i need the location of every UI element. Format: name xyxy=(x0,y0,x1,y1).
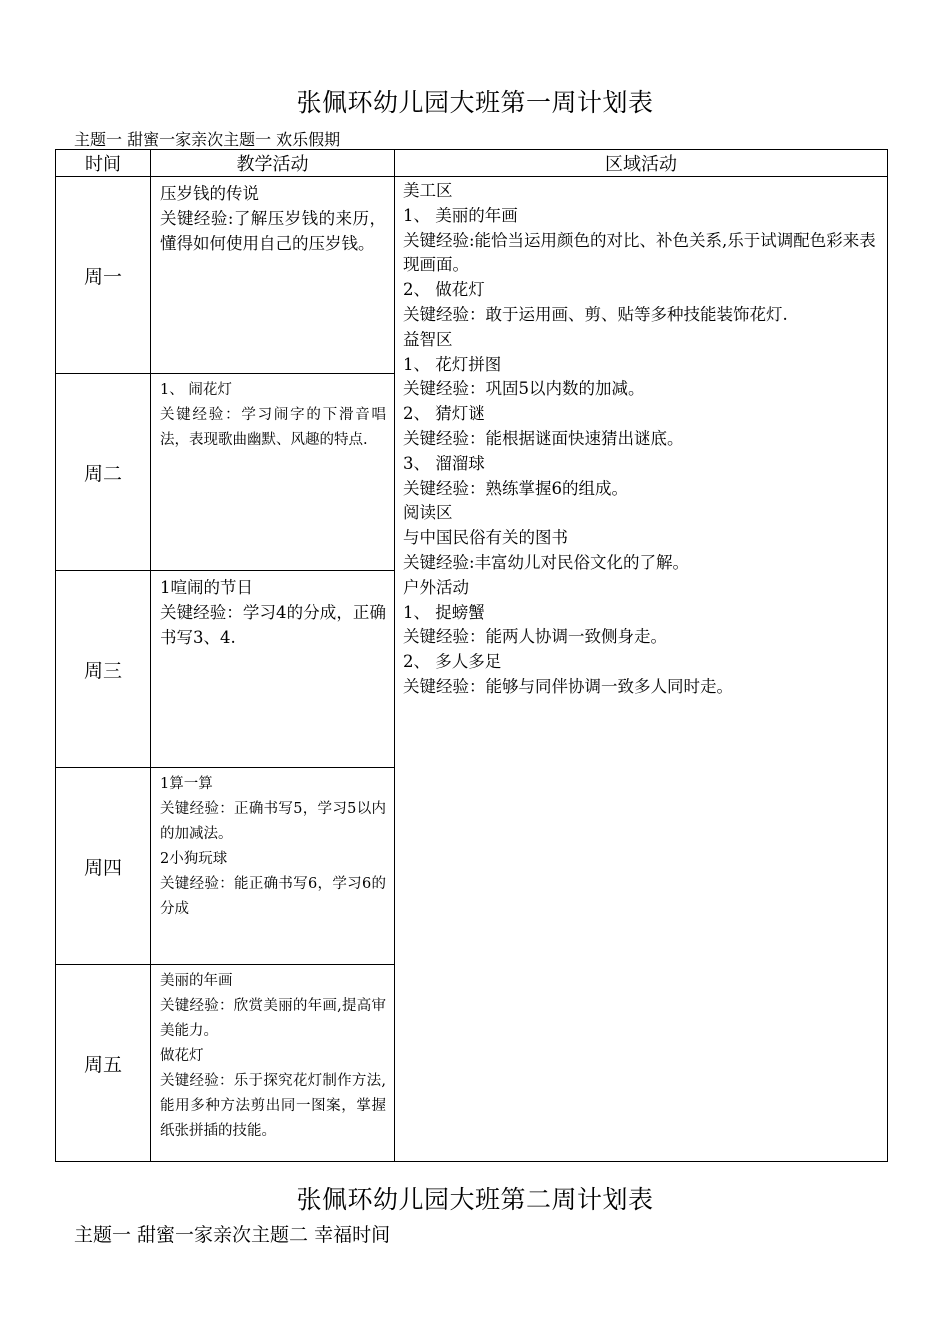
teaching-line: 关键经验：乐于探究花灯制作方法,能用多种方法剪出同一图案，掌握纸张拼插的技能。 xyxy=(160,1073,386,1139)
teaching-line: 关键经验：学习4的分成，正确书写3、4. xyxy=(160,603,386,647)
table-header-row xyxy=(56,150,888,177)
week1-theme: 主题一 甜蜜一家亲次主题一 欢乐假期 xyxy=(74,130,341,149)
area-line: 美工区 xyxy=(403,181,453,200)
day-label-friday: 周五 xyxy=(56,965,151,1162)
teaching-cell-friday xyxy=(151,965,395,1162)
teaching-line: 关键经验：能正确书写6，学习6的分成 xyxy=(160,876,386,917)
teaching-line: 1算一算 xyxy=(160,776,213,792)
teaching-line: 关键经验：正确书写5，学习5以内的加减法。 xyxy=(160,801,386,842)
area-line: 关键经验：能两人协调一致侧身走。 xyxy=(403,627,667,647)
teaching-line: 2小狗玩球 xyxy=(160,851,228,867)
area-line: 关键经验:丰富幼儿对民俗文化的了解。 xyxy=(403,552,690,572)
area-line: 与中国民俗有关的图书 xyxy=(403,528,568,548)
area-line: 关键经验：能根据谜面快速猜出谜底。 xyxy=(403,428,684,448)
day-label-tuesday: 周二 xyxy=(56,374,151,571)
area-activities-cell xyxy=(395,177,888,1162)
area-line: 1、 美丽的年画 xyxy=(403,205,518,225)
area-line: 1、 捉螃蟹 xyxy=(403,602,485,622)
area-line: 关键经验:能恰当运用颜色的对比、补色关系,乐于试调配色彩来表现画面。 xyxy=(403,230,876,275)
day-label-thursday: 周四 xyxy=(56,768,151,965)
area-line: 2、 多人多足 xyxy=(403,652,502,672)
teaching-line: 1喧闹的节日 xyxy=(160,578,253,597)
teaching-cell-thursday xyxy=(151,768,395,965)
area-line: 1、 花灯拼图 xyxy=(403,354,502,374)
teaching-line: 压岁钱的传说 xyxy=(160,184,259,203)
area-line: 关键经验：能够与同伴协调一致多人同时走。 xyxy=(403,676,733,696)
area-line: 关键经验：熟练掌握6的组成。 xyxy=(403,478,628,498)
week2-title: 张佩环幼儿园大班第二周计划表 xyxy=(296,1185,654,1214)
area-line: 2、 猜灯谜 xyxy=(403,404,485,424)
area-line: 关键经验：敢于运用画、剪、贴等多种技能装饰花灯. xyxy=(403,304,788,324)
area-line: 关键经验：巩固5以内数的加减。 xyxy=(403,379,645,399)
week2-theme: 主题一 甜蜜一家亲次主题二 幸福时间 xyxy=(74,1224,391,1246)
header-time: 时间 xyxy=(56,150,151,177)
teaching-line: 1、 闹花灯 xyxy=(160,382,232,398)
area-line: 户外活动 xyxy=(403,577,469,597)
teaching-cell-monday xyxy=(151,177,395,374)
day-label-wednesday: 周三 xyxy=(56,571,151,768)
teaching-line: 关键经验：欣赏美丽的年画,提高审美能力。 xyxy=(160,998,386,1039)
area-line: 2、 做花灯 xyxy=(403,280,485,300)
header-area: 区域活动 xyxy=(395,150,888,177)
teaching-line: 做花灯 xyxy=(160,1048,204,1064)
area-line: 益智区 xyxy=(403,329,453,349)
teaching-cell-wednesday xyxy=(151,571,395,768)
week1-plan-table xyxy=(55,149,888,1162)
table-row-monday xyxy=(56,177,888,374)
day-label-monday: 周一 xyxy=(56,177,151,374)
teaching-cell-tuesday xyxy=(151,374,395,571)
week1-title: 张佩环幼儿园大班第一周计划表 xyxy=(296,88,654,117)
teaching-line: 关键经验：学习闹字的下滑音唱法，表现歌曲幽默、风趣的特点. xyxy=(160,407,386,448)
header-teaching: 教学活动 xyxy=(151,150,395,177)
area-line: 3、 溜溜球 xyxy=(403,453,485,473)
teaching-line: 关键经验:了解压岁钱的来历，懂得如何使用自己的压岁钱。 xyxy=(160,209,386,253)
teaching-line: 美丽的年画 xyxy=(160,973,233,989)
area-line: 阅读区 xyxy=(403,503,453,523)
